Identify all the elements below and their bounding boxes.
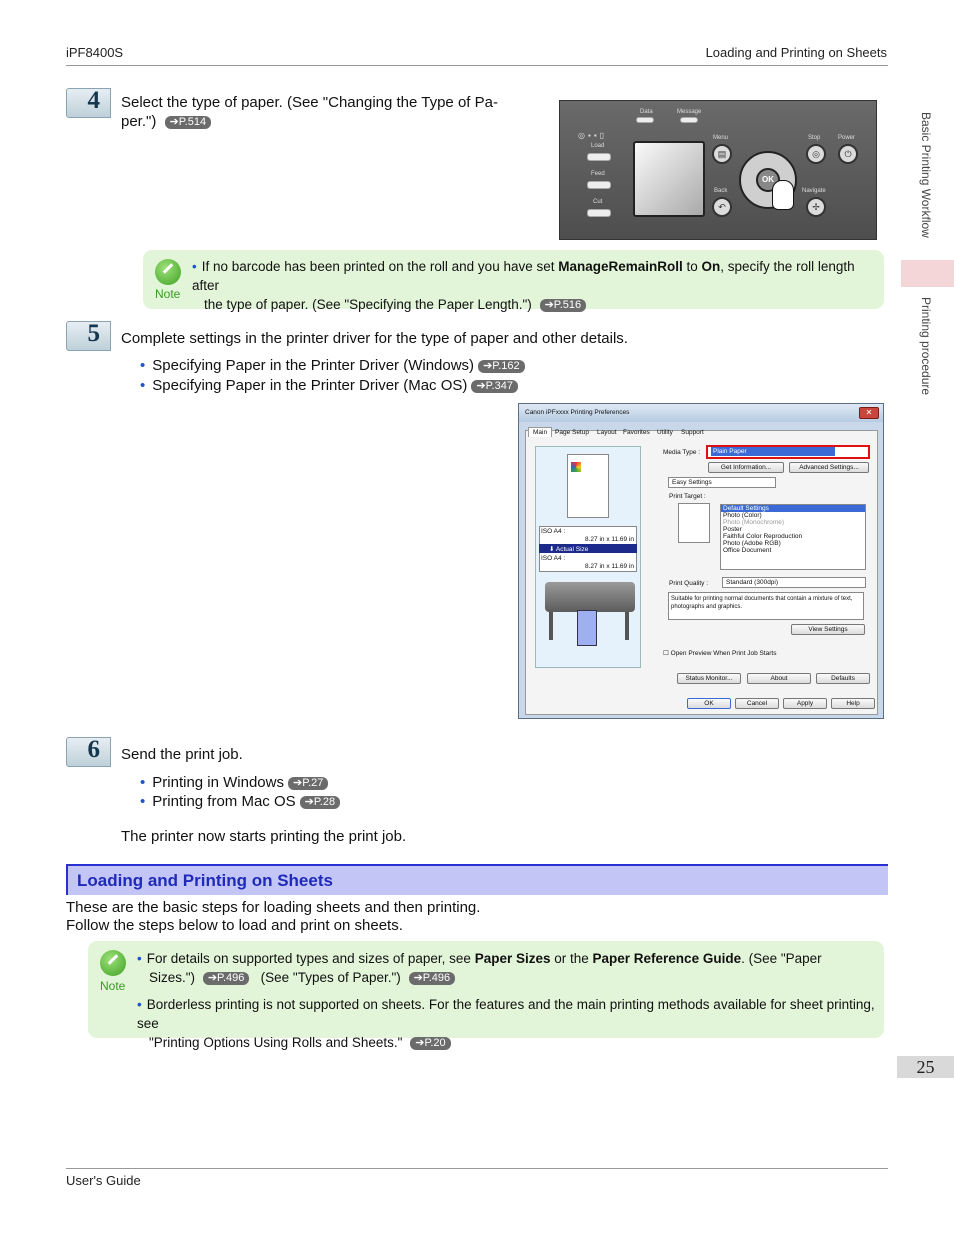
dialog-title: Canon iPFxxxx Printing Preferences (525, 409, 630, 416)
status-monitor-button: Status Monitor... (677, 673, 741, 684)
close-icon: ✕ (859, 407, 879, 419)
tab-layout: Layout (597, 429, 617, 436)
step-6-bullet-1: • Printing in Windows ➔P.27 (140, 773, 328, 792)
intro-text: These are the basic steps for loading sheets and then printing. Follow the steps below to load and print on sheets. (66, 899, 481, 934)
page-ref-link[interactable]: ➔P.496 (409, 972, 456, 985)
side-tab-printing-procedure[interactable]: Printing procedure (919, 297, 933, 396)
ok-button: OK (687, 698, 731, 709)
page-ref-link[interactable]: ➔P.516 (540, 299, 587, 312)
note-box-1 (143, 250, 884, 312)
page-number: 25 (897, 1056, 954, 1078)
page-ref-link[interactable]: ➔P.496 (203, 972, 250, 985)
step-6-bullet-2: • Printing from Mac OS ➔P.28 (140, 792, 340, 811)
header-model: iPF8400S (66, 45, 124, 60)
step-5-number: 5 (66, 321, 111, 351)
tab-favorites: Favorites (623, 429, 650, 436)
cancel-button: Cancel (735, 698, 779, 709)
pointing-hand-icon (772, 180, 794, 210)
step-4-text: Select the type of paper. (See "Changing the Type of Pa- per.") ➔P.514 (121, 94, 498, 130)
step-5-bullet-2: • Specifying Paper in the Printer Driver (Mac OS) ➔P.347 (140, 376, 518, 395)
page-ref-link[interactable]: ➔P.347 (471, 380, 518, 393)
page-ref-link[interactable]: ➔P.28 (300, 796, 340, 809)
apply-button: Apply (783, 698, 827, 709)
get-information-button: Get Information... (708, 462, 784, 473)
step-6-text: Send the print job. (121, 746, 243, 763)
section-heading: Loading and Printing on Sheets (66, 864, 888, 895)
step-6-result: The printer now starts printing the print job. (121, 828, 407, 845)
note-2-text: • For details on supported types and sizes of paper, see Paper Sizes or the Paper Reference Guide. (See "Paper Sizes.") ➔P.496 (See "Types of Paper.") ➔P.496 • Borderless printing is not supported on sheets. For the features and the main printing methods available for sheet printing, see "Printing Options Using Rolls and Sheets." ➔P.20 (137, 951, 875, 1050)
tab-support: Support (681, 429, 704, 436)
defaults-button: Defaults (816, 673, 870, 684)
footer-rule (66, 1168, 888, 1169)
print-quality-select: Standard (300dpi) (722, 577, 866, 588)
step-4-number: 4 (66, 88, 111, 118)
note-pencil-icon (155, 259, 181, 285)
page-ref-link[interactable]: ➔P.162 (478, 360, 525, 373)
step-5-bullet-1: • Specifying Paper in the Printer Driver (Windows) ➔P.162 (140, 356, 525, 375)
side-tab-marker (901, 260, 954, 287)
footer-text: User's Guide (66, 1173, 141, 1188)
note-label: Note (155, 287, 181, 301)
printer-illustration (545, 582, 635, 612)
paper-output (577, 610, 597, 646)
tab-main: Main (528, 427, 552, 437)
note-pencil-icon (100, 950, 126, 976)
view-settings-button: View Settings (791, 624, 865, 635)
ok-button-image: OK (756, 168, 780, 192)
media-type-select: Plain Paper (706, 445, 870, 459)
easy-settings-select: Easy Settings (668, 477, 776, 488)
header-section: Loading and Printing on Sheets (705, 45, 887, 60)
print-target-list: Default Settings Photo (Color) Photo (Monochrome) Poster Faithful Color Reproduction Photo (Adobe RGB) Office Document (720, 504, 866, 570)
step-5-text: Complete settings in the printer driver for the type of paper and other details. (121, 330, 628, 347)
tab-page-setup: Page Setup (555, 429, 589, 436)
color-chart-icon (571, 462, 581, 472)
advanced-settings-button: Advanced Settings... (789, 462, 869, 473)
lcd-screen (633, 141, 705, 217)
printing-preferences-dialog-image: Canon iPFxxxx Printing Preferences ✕ Main Page Setup Layout Favorites Utility Support ISO A4 : 8.27 in x 11.69 in ⬇ Actual Size ISO A4 : 8.27 in x 11.69 in Media Type : Plain Paper Get Information... Advanced Settings... Easy Settings Print Target : Default Settings Photo (Color) Photo (Monochrome) Poster Faithful Color Reproduction Photo (Adobe RGB) Office Document Print Quality : Standard (300dpi) Suitable for printing normal documents that contain a mixture of text, photographs and graphics. View Settings ☐ Open Preview When Print Job Starts Status Monitor... About Defaults OK Cancel Apply Help (518, 403, 884, 719)
description-box: Suitable for printing normal documents that contain a mixture of text, photographs and graphics. (668, 592, 864, 620)
tab-utility: Utility (657, 429, 673, 436)
help-button: Help (831, 698, 875, 709)
page-ref-link[interactable]: ➔P.27 (288, 777, 328, 790)
step-6-number: 6 (66, 737, 111, 767)
page-ref-link[interactable]: ➔P.20 (410, 1037, 450, 1050)
target-thumbnail (678, 503, 710, 543)
note-box-2 (88, 941, 884, 1050)
note-1-text: • If no barcode has been printed on the roll and you have set ManageRemainRoll to On, specify the roll length after the type of paper. (See "Specifying the Paper Length.") ➔P.516 (192, 259, 855, 312)
about-button: About (747, 673, 811, 684)
header-rule (66, 65, 888, 66)
note-label: Note (100, 979, 126, 993)
side-tab-basic-workflow[interactable]: Basic Printing Workflow (919, 112, 933, 238)
operation-panel-image: Data Message ◎▪▪▯ Load Feed Cut Menu ▤ Stop ◎ Power ⏻ OK Back ↶ Navigate ✢ (559, 100, 877, 240)
page-ref-link[interactable]: ➔P.514 (165, 116, 212, 129)
